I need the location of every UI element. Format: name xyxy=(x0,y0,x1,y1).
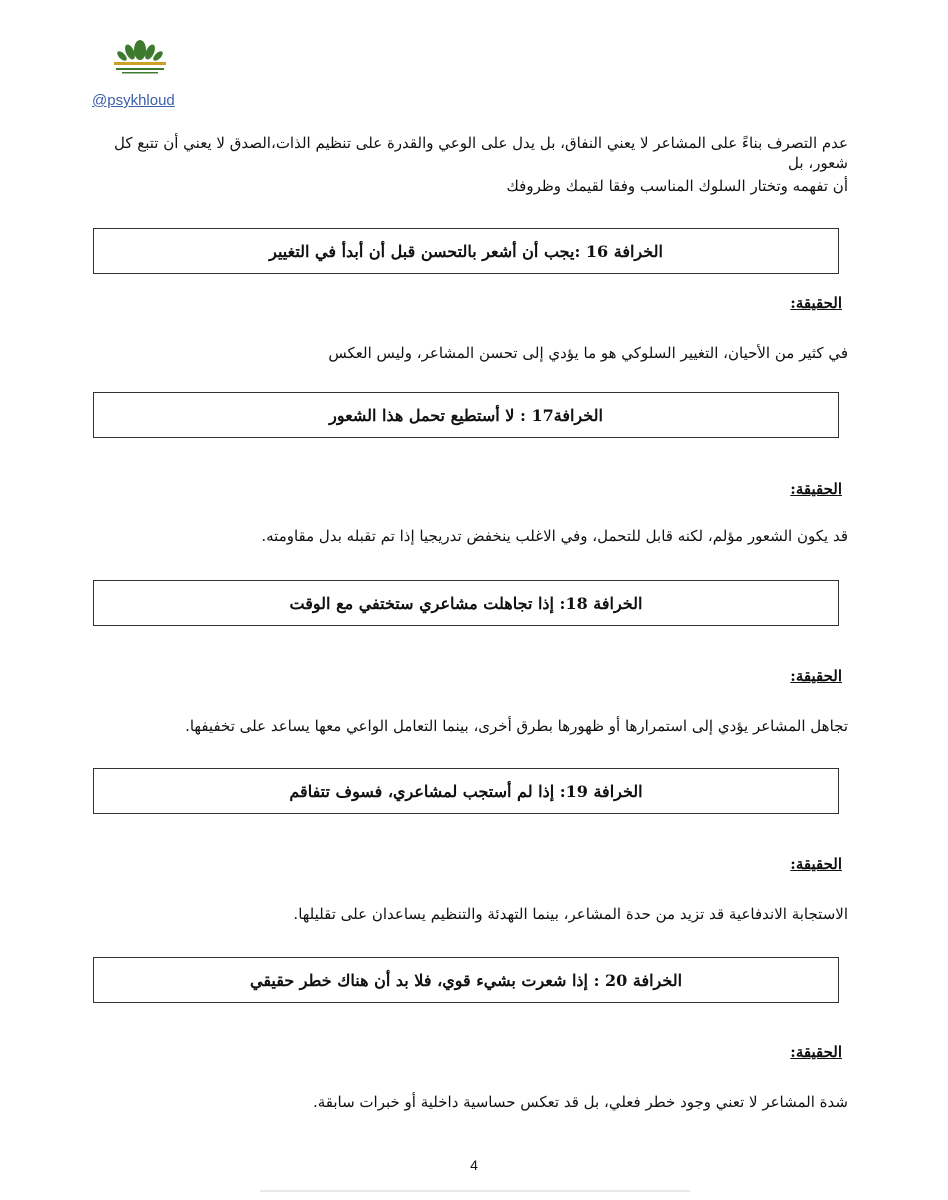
myth-18-box xyxy=(93,580,839,626)
truth-text-19: الاستجابة الاندفاعية قد تزيد من حدة المشاعر، بينما التهدئة والتنظيم يساعدان على تقليلها. xyxy=(293,905,848,923)
truth-label-20: الحقيقة: xyxy=(790,1043,842,1061)
intro-line-2: أن تفهمه وتختار السلوك المناسب وفقا لقيمك وظروفك xyxy=(506,177,848,195)
logo-image xyxy=(104,36,176,76)
myth-16-box xyxy=(93,228,839,274)
myth-20-box xyxy=(93,957,839,1003)
myth-19-box xyxy=(93,768,839,814)
myth-20-text: الخرافة 20 : إذا شعرت بشيء قوي، فلا بد أن هناك خطر حقيقي xyxy=(249,970,683,990)
social-handle-link[interactable]: @psykhloud xyxy=(92,92,175,109)
myth-17-box xyxy=(93,392,839,438)
truth-text-20: شدة المشاعر لا تعني وجود خطر فعلي، بل قد تعكس حساسية داخلية أو خبرات سابقة. xyxy=(312,1093,848,1111)
myth-16-text: الخرافة 16 :يجب أن أشعر بالتحسن قبل أن أبدأ في التغيير xyxy=(269,241,663,261)
truth-text-18: تجاهل المشاعر يؤدي إلى استمرارها أو ظهورها بطرق أخرى، بينما التعامل الواعي معها يساعد على تخفيفها. xyxy=(185,717,848,735)
truth-label-16: الحقيقة: xyxy=(790,294,842,312)
intro-line-1: عدم التصرف بناءً على المشاعر لا يعني النفاق، بل يدل على الوعي والقدرة على تنظيم الذات،الصدق لا يعني أن تتبع كل شعور، بل xyxy=(113,134,848,172)
myth-19-text: الخرافة 19: إذا لم أستجب لمشاعري، فسوف تتفاقم xyxy=(289,781,643,801)
truth-label-19: الحقيقة: xyxy=(790,855,842,873)
myth-17-text: الخرافة17 : لا أستطيع تحمل هذا الشعور xyxy=(329,405,603,425)
truth-label-18: الحقيقة: xyxy=(790,667,842,685)
truth-text-17: قد يكون الشعور مؤلم، لكنه قابل للتحمل، وفي الاغلب ينخفض تدريجيا إذا تم تقبله بدل مقاومته. xyxy=(261,527,848,545)
truth-text-16: في كثير من الأحيان، التغيير السلوكي هو ما يؤدي إلى تحسن المشاعر، وليس العكس xyxy=(328,344,848,362)
page-number: 4 xyxy=(470,1157,478,1173)
truth-label-17: الحقيقة: xyxy=(790,480,842,498)
bottom-divider xyxy=(260,1190,690,1192)
myth-18-text: الخرافة 18: إذا تجاهلت مشاعري ستختفي مع الوقت xyxy=(289,593,643,613)
